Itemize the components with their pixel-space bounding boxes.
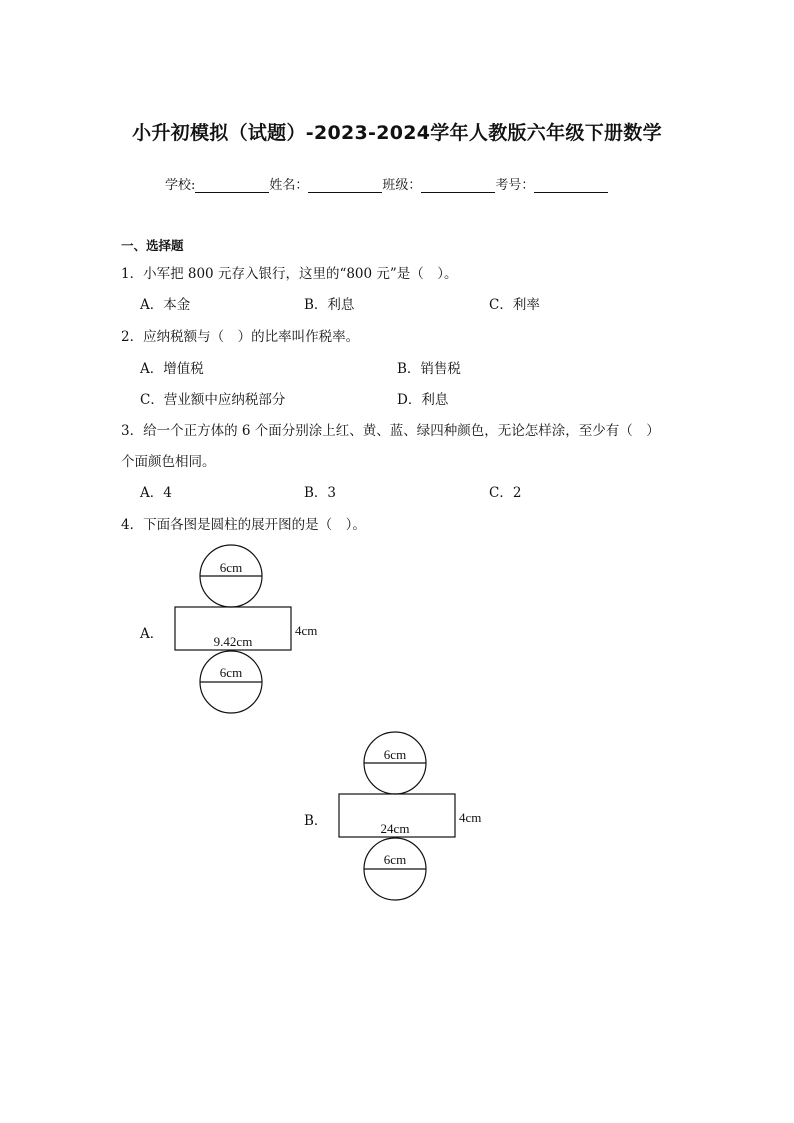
net-a-bottom-circle-label: 6cm: [219, 665, 243, 680]
net-b-rect-height-label: 4cm: [459, 810, 482, 825]
school-label: 学校:: [165, 178, 196, 193]
net-a-top-circle-label: 6cm: [219, 560, 243, 575]
question-2-option-a[interactable]: A．增值税: [140, 361, 204, 377]
question-2-option-b[interactable]: B．销售税: [397, 361, 461, 377]
question-2-option-c[interactable]: C．营业额中应纳税部分: [140, 392, 286, 408]
cylinder-net-b[interactable]: [334, 730, 494, 905]
question-3-stem-line2: 个面颜色相同。: [121, 454, 216, 470]
net-a-rect-width-label: 9.42cm: [213, 634, 253, 649]
question-1-option-b[interactable]: B．利息: [304, 297, 355, 313]
question-4-option-b-label[interactable]: B．: [304, 813, 328, 829]
exam-no-blank[interactable]: [534, 178, 608, 193]
question-3-option-c[interactable]: C．2: [489, 485, 522, 501]
question-3-option-a[interactable]: A．4: [140, 485, 172, 501]
question-3-stem-line1: 3．给一个正方体的 6 个面分别涂上红、黄、蓝、绿四种颜色，无论怎样涂，至少有（ ）: [121, 423, 660, 439]
question-4-option-a-label[interactable]: A．: [140, 626, 164, 642]
question-1-option-a[interactable]: A．本金: [140, 297, 191, 313]
section-title: 一、选择题: [121, 238, 184, 253]
question-3-option-b[interactable]: B．3: [304, 485, 337, 501]
question-2-stem: 2．应纳税额与（ ）的比率叫作税率。: [121, 329, 360, 345]
net-b-bottom-circle-label: 6cm: [383, 852, 407, 867]
net-b-rect-width-label: 24cm: [380, 821, 410, 836]
name-blank[interactable]: [308, 178, 382, 193]
question-4-stem: 4．下面各图是圆柱的展开图的是（ ）。: [121, 517, 366, 533]
class-blank[interactable]: [421, 178, 495, 193]
net-b-top-circle-label: 6cm: [383, 747, 407, 762]
exam-no-label: 考号：: [495, 178, 535, 193]
question-2-option-d[interactable]: D．利息: [397, 392, 449, 408]
school-blank[interactable]: [195, 178, 269, 193]
net-a-rect-height-label: 4cm: [295, 623, 318, 638]
page-title: 小升初模拟（试题）-2023-2024学年人教版六年级下册数学: [132, 122, 662, 144]
question-1-option-c[interactable]: C．利率: [489, 297, 540, 313]
question-1-stem: 1．小军把 800 元存入银行，这里的“800 元”是（ ）。: [121, 266, 458, 282]
student-info-line: [165, 174, 608, 193]
name-label: 姓名：: [269, 178, 309, 193]
class-label: 班级：: [382, 178, 422, 193]
cylinder-net-a[interactable]: [170, 543, 330, 718]
